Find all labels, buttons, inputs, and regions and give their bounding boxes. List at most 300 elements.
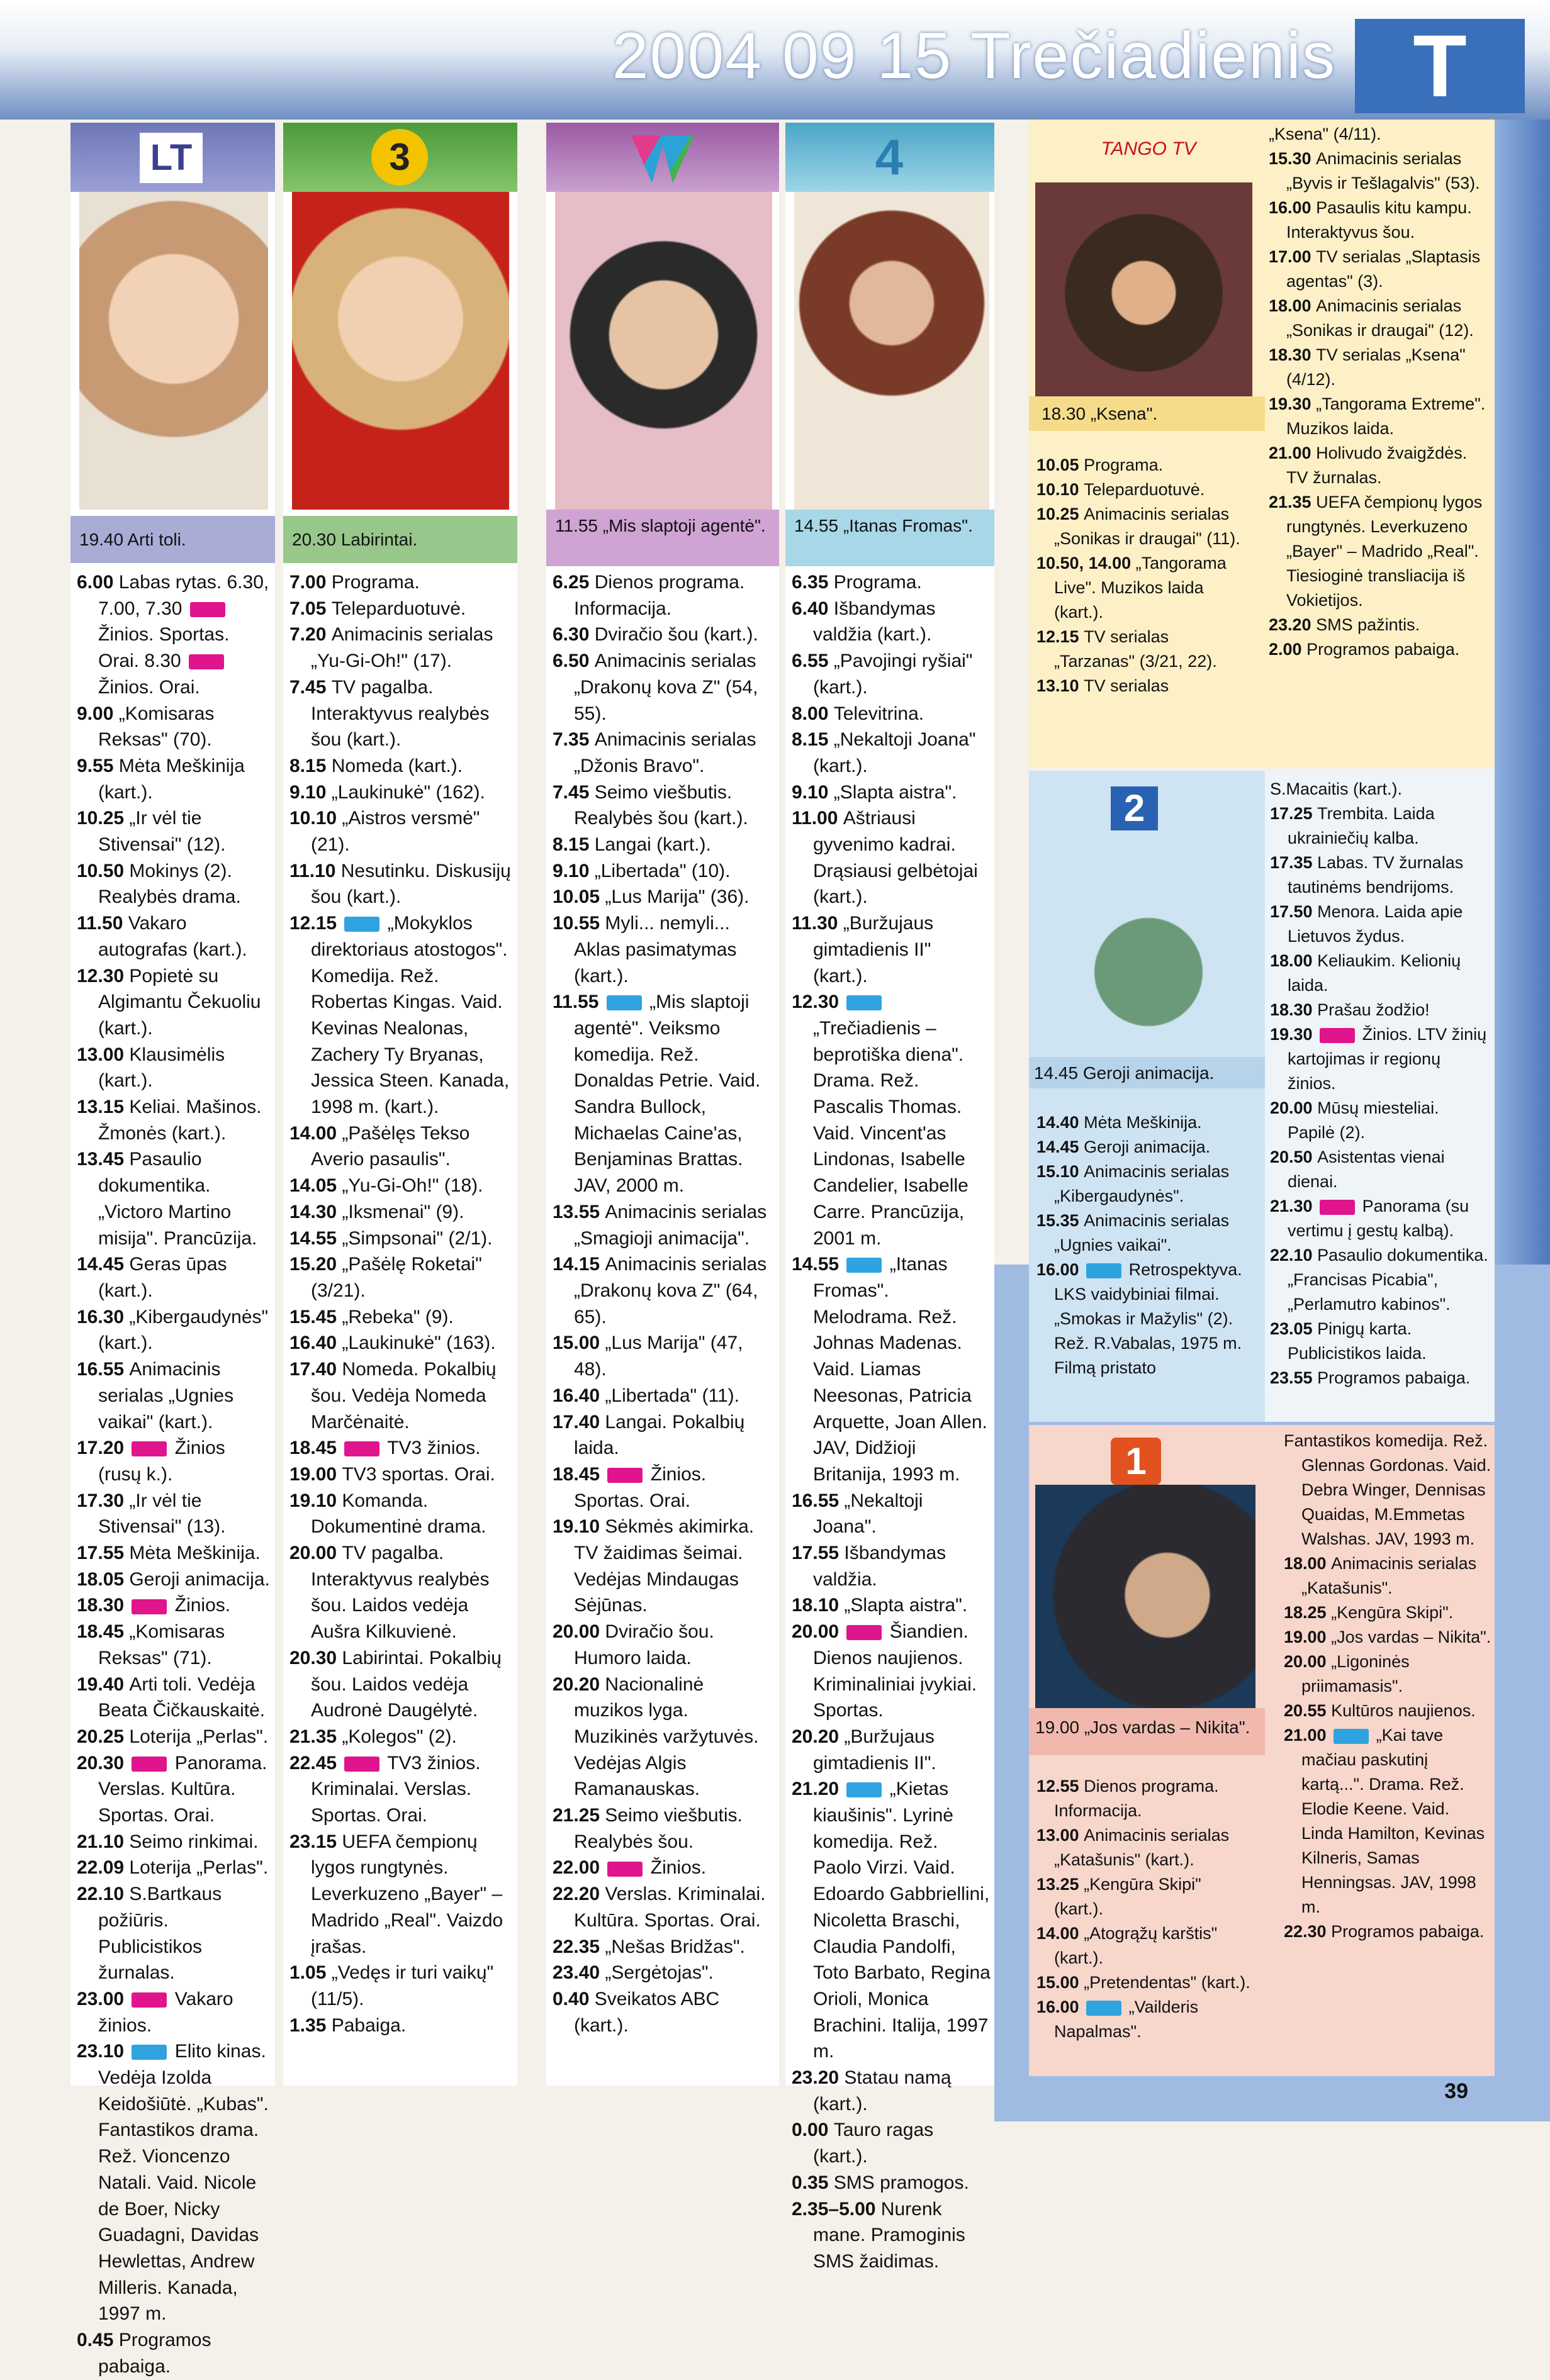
entry-text: Menora. Laida apie Lietuvos žydus. [1288, 902, 1463, 946]
entry-time: 14.45 [77, 1254, 130, 1275]
schedule-entry [77, 1592, 271, 1619]
tv1-schedule-continued-panel [1265, 1425, 1495, 2076]
entry-time: 21.00 [1269, 444, 1317, 462]
schedule-entry [77, 1356, 271, 1435]
schedule-entry [289, 1488, 514, 1540]
lt1-schedule [77, 569, 271, 2380]
entry-time: 20.30 [77, 1752, 130, 1774]
schedule-entry [792, 1251, 991, 1487]
entry-time: 2.35–5.00 [792, 2198, 881, 2220]
entry-time: 11.10 [289, 860, 341, 881]
entry-time: 10.05 [1036, 455, 1084, 474]
tv1-photo-caption: 19.00 „Jos vardas – Nikita". [1029, 1708, 1265, 1755]
entry-time: 18.00 [1284, 1554, 1332, 1573]
entry-time: 20.50 [1270, 1148, 1318, 1166]
entry-text: Myli... nemyli... Aklas pasimatymas (kart.). [574, 913, 737, 986]
ltv2-schedule-continued [1270, 777, 1490, 1390]
entry-text: „Sergėtojas". [605, 1962, 714, 1984]
entry-time: 18.45 [553, 1463, 605, 1485]
entry-time: 20.00 [1270, 1098, 1318, 1117]
entry-text: Animacinis serialas „Byvis ir Tešlagalvis" (53). [1286, 149, 1480, 193]
schedule-entry [792, 2196, 991, 2275]
entry-time: 9.00 [77, 703, 119, 724]
entry-time: 7.35 [553, 729, 595, 751]
schedule-entry [792, 1776, 991, 2065]
entry-text: Sveikatos ABC (kart.). [574, 1988, 720, 2036]
entry-time: 13.55 [553, 1201, 605, 1222]
schedule-entry [289, 779, 514, 806]
schedule-entry [553, 1383, 775, 1409]
schedule-entry [1270, 1243, 1490, 1317]
entry-text: Geras ūpas (kart.). [98, 1254, 227, 1301]
entry-time: 21.20 [792, 1779, 845, 1800]
schedule-entry [792, 2170, 991, 2196]
entry-text: „Slapta aistra". [844, 1595, 968, 1616]
entry-time: 18.45 [289, 1438, 342, 1459]
schedule-entry [289, 1645, 514, 1724]
film-badge-icon [1086, 1263, 1121, 1278]
channel-ltv2 [1029, 771, 1265, 1422]
lnk-photo-caption: 11.55 „Mis slaptoji agentė". [546, 510, 779, 566]
entry-text: „Tangorama Extreme". Muzikos laida. [1286, 394, 1486, 438]
entry-text: Animacinis serialas „Ugnies vaikai" (kart.). [98, 1359, 234, 1433]
entry-text: Teleparduotuvė. [1084, 480, 1205, 499]
entry-time: 0.00 [792, 2120, 834, 2141]
entry-text: „Nekaltoji Joana". [813, 1490, 923, 1538]
entry-time: 14.15 [553, 1254, 605, 1275]
entry-text: „Mis slaptoji agentė". Veiksmo komedija. Rež. Donaldas Petrie. Vaid. Sandra Bullock, Michaelas Caine'as, Benjaminas Brattas. JAV, 2000 m. [574, 992, 761, 1197]
entry-text: Pinigų karta. Publicistikos laida. [1288, 1319, 1427, 1363]
entry-time: 22.20 [553, 1884, 605, 1905]
entry-time: 10.55 [553, 913, 605, 934]
entry-text: „Buržujaus gimtadienis II" (kart.). [813, 913, 934, 986]
schedule-entry [792, 989, 991, 1251]
tv4-logo-bar [785, 123, 994, 192]
schedule-entry [289, 1251, 514, 1304]
schedule-entry [553, 727, 775, 779]
schedule-entry [553, 1514, 775, 1619]
entry-time: 16.55 [77, 1359, 130, 1380]
entry-text: Animacinis serialas „Katašunis". [1301, 1554, 1477, 1597]
entry-time: 19.40 [77, 1673, 130, 1695]
schedule-entry [77, 1567, 271, 1593]
entry-text: Žinios. Sportas. Orai. 8.30 [98, 624, 230, 672]
schedule-entry [77, 1672, 271, 1724]
schedule-entry [77, 1724, 271, 1750]
schedule-entry [77, 1304, 271, 1356]
entry-time: 13.00 [77, 1044, 130, 1065]
entry-time: 15.10 [1036, 1162, 1084, 1181]
schedule-entry [1270, 1145, 1490, 1194]
entry-time: 18.25 [1284, 1603, 1332, 1622]
schedule-entry [1270, 1317, 1490, 1366]
tv3-schedule [289, 569, 514, 2038]
entry-text: Animacinis serialas „Ugnies vaikai". [1054, 1211, 1230, 1254]
tv1-schedule [1036, 1774, 1254, 2044]
entry-time: 17.30 [77, 1490, 130, 1511]
schedule-entry [1269, 122, 1489, 147]
entry-text: „Komisaras Reksas" (71). [98, 1621, 225, 1668]
schedule-entry [1270, 777, 1490, 802]
entry-time: 14.30 [289, 1201, 342, 1222]
schedule-entry [289, 1199, 514, 1226]
schedule-entry [792, 701, 991, 727]
schedule-entry [1036, 1774, 1254, 1823]
entry-time: 22.10 [1270, 1246, 1318, 1265]
entry-text: „Mokyklos direktoriaus atostogos". Komedija. Rež. Robertas Kingas. Vaid. Kevinas Nealonas, Zachery Ty Bryanas, Jessica Steen. Kanada, 1998 m. (kart.). [311, 913, 510, 1118]
schedule-entry [1036, 1823, 1254, 1872]
schedule-entry [553, 1199, 775, 1251]
entry-time: 23.15 [289, 1831, 342, 1852]
schedule-entry [553, 1330, 775, 1382]
schedule-entry [792, 1488, 991, 1540]
entry-time: 9.55 [77, 755, 119, 776]
schedule-entry [1036, 1135, 1254, 1159]
schedule-entry [1269, 637, 1489, 662]
schedule-entry [1269, 245, 1489, 294]
entry-time: 14.55 [792, 1254, 845, 1275]
schedule-entry [1269, 613, 1489, 637]
entry-text: Dienos programa. Informacija. [1054, 1777, 1219, 1820]
entry-time: 21.00 [1284, 1726, 1332, 1745]
schedule-entry [289, 1173, 514, 1199]
schedule-entry [1270, 802, 1490, 851]
film-badge-icon [607, 995, 642, 1010]
entry-text: Pabaiga. [331, 2014, 407, 2036]
entry-text: „Pašėlęs Tekso Averio pasaulis". [311, 1122, 470, 1170]
schedule-entry [1036, 1970, 1254, 1995]
entry-time: 14.40 [1036, 1113, 1084, 1132]
entry-text: Pasaulio dokumentika. „Francisas Picabia", „Perlamutro kabinos". [1288, 1246, 1488, 1314]
schedule-entry [77, 1540, 271, 1567]
ltv2-schedule [1036, 1110, 1254, 1380]
entry-text: Mūsų miesteliai. Papilė (2). [1288, 1098, 1439, 1142]
schedule-entry [1269, 441, 1489, 490]
entry-text: Pasaulis kitu kampu. Interaktyvus šou. [1286, 198, 1472, 242]
entry-time: 9.10 [289, 781, 332, 803]
entry-time: 17.25 [1270, 804, 1318, 823]
entry-time: 12.15 [1036, 627, 1084, 646]
entry-text: „Buržujaus gimtadienis II". [813, 1726, 936, 1774]
entry-text: „Ir vėl tie Stivensai" (13). [98, 1490, 226, 1538]
entry-text: „Yu-Gi-Oh!" (18). [342, 1175, 483, 1197]
entry-text: Trembita. Laida ukrainiečių kalba. [1288, 804, 1435, 847]
tango-logo: TANGO TV [1101, 138, 1196, 159]
schedule-entry [792, 1619, 991, 1724]
entry-text: Programa. [833, 572, 922, 593]
entry-time: 17.00 [1269, 247, 1317, 266]
entry-text: Animacinis serialas „Kibergaudynės". [1054, 1162, 1230, 1205]
entry-time: 17.55 [792, 1543, 845, 1564]
entry-text: SMS pramogos. [833, 2172, 969, 2193]
entry-text: „Pašėlę Roketai" (3/21). [311, 1254, 482, 1301]
lt1-photo [79, 192, 268, 510]
schedule-entry [792, 1592, 991, 1619]
entry-text: Verslas. Kriminalai. Kultūra. Sportas. Orai. [574, 1884, 766, 1931]
entry-time: 15.00 [1036, 1973, 1084, 1992]
entry-time: 13.10 [1036, 676, 1084, 695]
entry-text: Seimo viešbutis. Realybės šou (kart.). [574, 781, 748, 829]
ltv2-photo [1054, 852, 1243, 1092]
entry-time: 15.00 [553, 1332, 605, 1354]
schedule-entry [77, 858, 271, 910]
schedule-entry [1269, 294, 1489, 343]
entry-text: Holivudo žvaigždės. TV žurnalas. [1286, 444, 1468, 487]
entry-time: 21.10 [77, 1831, 130, 1852]
tv3-badge-icon [344, 1441, 379, 1456]
channel-tango [1029, 120, 1265, 768]
entry-text: TV serialas „Slaptasis agentas" (3). [1286, 247, 1481, 291]
schedule-entry [1036, 1159, 1254, 1209]
entry-time: 22.30 [1284, 1922, 1332, 1941]
tv3-badge-icon [607, 1862, 643, 1877]
entry-time: 10.05 [553, 886, 605, 908]
entry-time: 17.55 [77, 1543, 130, 1564]
schedule-entry [289, 2013, 514, 2039]
entry-time: 13.00 [1036, 1826, 1084, 1845]
schedule-entry [289, 805, 514, 858]
entry-text: „Kai tave mačiau paskutinį kartą...". Drama. Rež. Elodie Keene. Vaid. Linda Hamilton, Kevinas Kilneris, Samas Henningsas. JAV, 1998 m. [1301, 1726, 1485, 1916]
channel-tv1 [1029, 1425, 1265, 2076]
entry-time: 15.35 [1036, 1211, 1084, 1230]
schedule-entry [289, 1330, 514, 1356]
entry-text: Sėkmės akimirka. TV žaidimas šeimai. Vedėjas Mindaugas Sėjūnas. [574, 1516, 755, 1616]
lnk-schedule [553, 569, 775, 2038]
schedule-entry [289, 858, 514, 910]
schedule-entry [77, 1750, 271, 1829]
entry-time: 6.30 [553, 624, 595, 645]
entry-time: 10.10 [1036, 480, 1084, 499]
tv3-photo [292, 192, 509, 510]
channel-lt1 [70, 123, 275, 2377]
entry-text: „Kengūra Skipi". [1331, 1603, 1454, 1622]
entry-text: TV3 žinios. Kriminalai. Verslas. Sportas. Orai. [311, 1752, 481, 1826]
schedule-entry [77, 2327, 271, 2379]
film-badge-icon [344, 917, 379, 932]
tv3-badge-icon [132, 1599, 167, 1614]
entry-text: „Trečiadienis – beprotiška diena". Drama. Rež. Pascalis Thomas. Vaid. Vincent'as Lindonas, Isabelle Candelier, Isabelle Carre. Prancūzija, 2001 m. [813, 1017, 969, 1249]
entry-text: „Kibergaudynės" (kart.). [98, 1306, 269, 1354]
tv3-badge-icon [607, 1468, 643, 1483]
schedule-entry [1269, 196, 1489, 245]
schedule-entry [1270, 998, 1490, 1022]
entry-text: Loterija „Perlas". [129, 1726, 269, 1747]
entry-text: Popietė su Algimantu Čekuoliu (kart.). [98, 965, 261, 1039]
tv3-badge-icon [846, 1625, 882, 1640]
schedule-entry [553, 1409, 775, 1461]
film-badge-icon [846, 995, 882, 1010]
entry-time: 20.00 [1284, 1652, 1332, 1671]
schedule-entry [792, 648, 991, 700]
tv3-badge-icon [132, 1757, 167, 1772]
schedule-entry [553, 1881, 775, 1933]
schedule-entry [792, 910, 991, 989]
entry-time: 16.00 [1036, 1997, 1084, 2016]
schedule-entry [1284, 1723, 1491, 1919]
tv4-schedule [792, 569, 991, 2275]
entry-time: 14.45 [1036, 1137, 1084, 1156]
entry-text: Dviračio šou (kart.). [594, 624, 758, 645]
film-badge-icon [846, 1782, 882, 1797]
schedule-entry [1036, 551, 1254, 625]
entry-text: „Jos vardas – Nikita". [1331, 1628, 1491, 1646]
entry-text: Keliaukim. Kelionių laida. [1288, 951, 1461, 995]
entry-text: S.Bartkaus požiūris. Publicistikos žurnalas. [98, 1884, 222, 1984]
entry-text: Nesutinku. Diskusijų šou (kart.). [311, 860, 511, 908]
magazine-logo: T [1355, 19, 1525, 113]
schedule-entry [1270, 1194, 1490, 1243]
schedule-entry [1270, 1022, 1490, 1096]
tv4-photo [794, 192, 989, 510]
entry-text: „Tangorama Live". Muzikos laida (kart.). [1054, 554, 1227, 622]
ltv2-schedule-continued-panel [1265, 771, 1495, 1422]
schedule-entry [553, 1251, 775, 1330]
entry-time: 13.45 [77, 1149, 130, 1170]
entry-text: Žinios. Orai. [98, 676, 200, 698]
entry-text: Animacinis serialas „Smagioji animacija". [574, 1201, 767, 1249]
schedule-entry [1036, 1258, 1254, 1380]
entry-time: 18.00 [1269, 296, 1317, 315]
schedule-entry [289, 622, 514, 674]
schedule-entry [289, 1356, 514, 1435]
schedule-entry [1269, 392, 1489, 441]
entry-text: Žinios. [645, 1857, 707, 1879]
schedule-entry [77, 1986, 271, 2038]
entry-text: Keliai. Mašinos. Žmonės (kart.). [98, 1097, 262, 1144]
entry-text: „Ligoninės priimamasis". [1301, 1652, 1410, 1696]
entry-time: 21.35 [1269, 493, 1317, 511]
entry-text: Šiandien. Dienos naujienos. Kriminaliniai įvykiai. Sportas. [813, 1621, 977, 1721]
entry-text: Mokinys (2). Realybės drama. [98, 860, 241, 908]
entry-time: 19.10 [553, 1516, 605, 1538]
schedule-entry [289, 1226, 514, 1252]
entry-text: TV3 žinios. [382, 1438, 481, 1459]
lt1-logo-bar [70, 123, 275, 192]
schedule-entry [1036, 1921, 1254, 1970]
entry-time: 16.40 [289, 1332, 342, 1354]
entry-text: Programos pabaiga. [1331, 1922, 1485, 1941]
entry-text: Animacinis serialas „Sonikas ir draugai" (11). [1054, 505, 1240, 548]
entry-time: 9.10 [553, 860, 595, 881]
schedule-entry [553, 1986, 775, 2038]
schedule-entry [289, 1120, 514, 1173]
entry-text: Panorama (su vertimu į gestų kalbą). [1288, 1197, 1469, 1240]
schedule-entry [77, 1829, 271, 1855]
entry-text: Animacinis serialas „Sonikas ir draugai" (12). [1286, 296, 1474, 340]
schedule-entry [289, 1960, 514, 2012]
entry-text: Programa. [1084, 455, 1164, 474]
entry-time: 18.00 [1270, 951, 1318, 970]
entry-text: Nomeda (kart.). [331, 755, 463, 776]
entry-text: Programa. [331, 572, 420, 593]
entry-time: 18.30 [1270, 1000, 1318, 1019]
schedule-entry [1270, 1366, 1490, 1390]
entry-text: Žinios. LTV žinių kartojimas ir regionų žinios. [1288, 1025, 1487, 1093]
entry-time: 18.30 [77, 1595, 130, 1616]
schedule-entry [77, 569, 271, 701]
lnk-logo-icon [631, 135, 694, 183]
schedule-entry [553, 989, 775, 1199]
entry-time: 9.10 [792, 781, 834, 803]
schedule-entry [553, 779, 775, 832]
entry-text: „Libertada" (10). [594, 860, 731, 881]
entry-time: 6.55 [792, 651, 834, 672]
entry-time: 20.00 [289, 1543, 342, 1564]
entry-time: 11.50 [77, 913, 128, 934]
schedule-entry [553, 1461, 775, 1514]
entry-text: Prašau žodžio! [1317, 1000, 1430, 1019]
entry-text: Loterija „Perlas". [129, 1857, 269, 1879]
entry-text: Kultūros naujienos. [1331, 1701, 1476, 1720]
schedule-entry [77, 701, 271, 753]
schedule-entry [77, 1619, 271, 1671]
tv1-logo: 1 [1111, 1438, 1161, 1485]
entry-text: Klausimėlis (kart.). [98, 1044, 225, 1092]
entry-text: Fantastikos komedija. Rež. Glennas Gordonas. Vaid. Debra Winger, Dennisas Quaidas, M.Emmetas Walshas. JAV, 1993 m. [1284, 1431, 1491, 1548]
schedule-entry [77, 1881, 271, 1986]
entry-text: Seimo viešbutis. Realybės šou. [574, 1805, 743, 1852]
entry-text: Dviračio šou. Humoro laida. [574, 1621, 714, 1668]
entry-text: Tauro ragas (kart.). [813, 2120, 934, 2167]
schedule-entry [77, 963, 271, 1042]
entry-time: 17.20 [77, 1438, 130, 1459]
entry-text: „Laukinukė" (162). [331, 781, 485, 803]
tv3-logo-bar [283, 123, 517, 192]
entry-text: Nurenk mane. Pramoginis SMS žaidimas. [813, 2198, 965, 2272]
lnk-logo-bar [546, 123, 779, 192]
entry-time: 14.05 [289, 1175, 342, 1197]
tango-photo-caption: 18.30 „Ksena". [1029, 396, 1265, 431]
tv3-badge-icon [132, 1992, 167, 2008]
entry-text: Elito kinas. Vedėja Izolda Keidošiūtė. „Kubas". Fantastikos drama. Rež. Vioncenzo Natali. Vaid. Nicole de Boer, Nicky Guadagni, Davidas Hewlettas, Andrew Milleris. Kanada, 1997 m. [98, 2041, 269, 2325]
entry-time: 15.20 [289, 1254, 342, 1275]
entry-text: Aštriausi gyvenimo kadrai. Drąsiausi gelbėtojai (kart.). [813, 808, 978, 908]
schedule-entry [553, 622, 775, 648]
entry-text: Televitrina. [833, 703, 924, 724]
schedule-entry [1284, 1699, 1491, 1723]
entry-text: Nacionalinė muzikos lyga. Muzikinės varžytuvės. Vedėjas Algis Ramanauskas. [574, 1673, 759, 1800]
entry-time: 12.30 [792, 992, 845, 1013]
film-badge-icon [132, 2045, 167, 2060]
schedule-entry [553, 884, 775, 910]
entry-time: 12.15 [289, 913, 342, 934]
schedule-entry [289, 753, 514, 779]
entry-text: „Simpsonai" (2/1). [342, 1227, 493, 1249]
entry-time: 12.30 [77, 965, 130, 986]
entry-time: 20.25 [77, 1726, 130, 1747]
entry-text: Labas rytas. 6.30, 7.00, 7.30 [98, 572, 269, 619]
entry-text: „Ir vėl tie Stivensai" (12). [98, 808, 226, 856]
tv1-schedule-continued [1284, 1429, 1491, 1944]
entry-time: 14.00 [289, 1122, 342, 1144]
entry-text: „Slapta aistra". [833, 781, 957, 803]
entry-text: Mėta Meškinija (kart.). [98, 755, 245, 803]
entry-time: 7.45 [289, 676, 332, 698]
entry-time: 20.00 [553, 1621, 605, 1643]
lt1-logo: LT [140, 133, 203, 183]
schedule-entry [289, 674, 514, 753]
film-badge-icon [846, 1258, 882, 1273]
schedule-entry [289, 1750, 514, 1829]
entry-text: Nomeda. Pokalbių šou. Vedėja Nomeda Marčėnaitė. [311, 1359, 497, 1433]
schedule-entry [289, 1829, 514, 1960]
schedule-entry [792, 1540, 991, 1592]
entry-time: 7.20 [289, 624, 332, 645]
tv3-badge-icon [1320, 1200, 1355, 1215]
lt1-photo-caption: 19.40 Arti toli. [70, 516, 275, 563]
schedule-entry [1036, 625, 1254, 674]
entry-time: 17.35 [1270, 853, 1318, 872]
